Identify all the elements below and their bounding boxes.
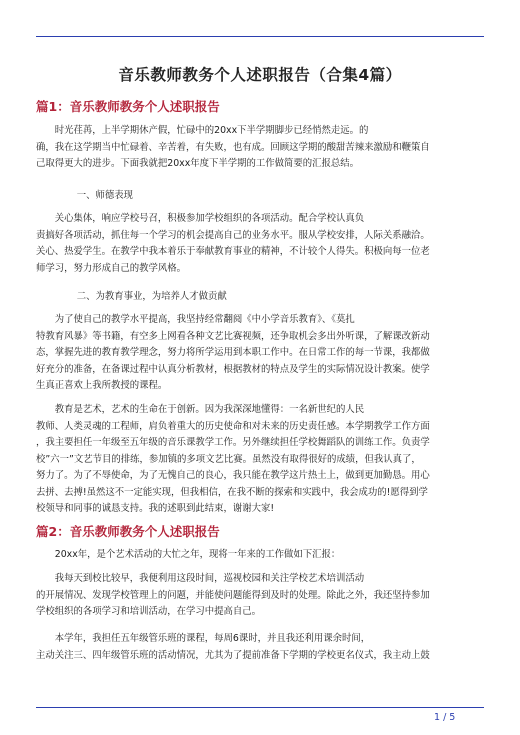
text-line: 关心、热爱学生。在教学中我本着乐于奉献教育事业的精神，不计较个人得失。积极向每一位老 [36, 246, 430, 257]
footer-rule [36, 707, 484, 708]
document-title: 音乐教师教务个人述职报告（合集4篇） [118, 66, 402, 84]
text-line: 我每天到校比较早，我便利用这段时间，巡视校园和关注学校艺术培训活动 [36, 573, 365, 584]
text-line: 确，我在这学期当中忙碌着、辛苦着，有失败，也有成。回顾这学期的酸甜苦辣来激励和鞭策自 [36, 141, 430, 153]
paragraph [36, 402, 484, 518]
sub-heading: 一、师德表现 [58, 190, 134, 201]
text-line: 校领导和同事的诚恳支持。我的述职到此结束，谢谢大家! [36, 503, 275, 514]
text-line: 校”六一”文艺节目的排练，参加镇的多项文艺比赛。虽然没有取得很好的成绩，但我认真了， [36, 453, 421, 465]
text-line: 时光荏苒，上半学期休产假，忙碌中的20xx下半学期脚步已经悄然走远。的 [36, 125, 369, 136]
paragraph [36, 547, 484, 564]
text-line: 20xx年，是个艺术活动的大忙之年，现将一年来的工作做如下汇报： [36, 549, 341, 560]
sub-heading: 二、为教育事业，为培养人才做贡献 [58, 291, 227, 302]
text-line: 本学年，我担任五年级管乐班的课程，每周6课时，并且我还利用课余时间， [36, 633, 371, 644]
text-line: 教育是艺术，艺术的生命在于创新。因为我深深地懂得：一名新世纪的人民 [36, 404, 365, 415]
text-line: 教师、人类灵魂的工程师，肩负着重大的历史使命和对未来的历史责任感。本学期教学工作方面 [36, 420, 430, 432]
paragraph [36, 571, 484, 621]
text-line: ，我主要担任一年级至五年级的音乐课教学工作。另外继续担任学校舞蹈队的训练工作。负责学 [36, 437, 430, 448]
text-line: 特教育风暴》等书籍，有空多上网看各种文艺比赛视频，还争取机会多出外听课，了解课改新动 [36, 330, 430, 342]
section-1-heading: 篇1：音乐教师教务个人述职报告 [36, 99, 220, 114]
text-line: 责搞好各项活动，抓住每一个学习的机会提高自己的业务水平。服从学校安排，人际关系融洽。 [36, 229, 430, 241]
paragraph [36, 123, 484, 173]
paragraph [36, 631, 484, 664]
section-2-heading: 篇2：音乐教师教务个人述职报告 [36, 524, 220, 539]
text-line: 态，掌握先进的教育教学理念，努力将所学运用到本职工作中。在日常工作的每一节课，我都做 [36, 347, 430, 358]
text-line: 为了使自己的教学水平提高，我坚持经常翻阅《中小学音乐教育》、《莫扎 [36, 314, 355, 325]
text-line: 去拼、去搏!虽然这不一定能实现，但我相信，在我不断的探索和实践中，我会成功的!愿得到学 [36, 486, 428, 498]
text-line: 己取得更大的进步。下面我就把20xx年度下半学期的工作做简要的汇报总结。 [36, 158, 360, 169]
text-line: 师学习，努力形成自己的教学风格。 [36, 262, 187, 274]
text-line: 的开展情况、发现学校管理上的问题，并能使问题能得到及时的处理。除此之外，我还坚持参加 [36, 589, 430, 601]
text-line: 学校组织的各项学习和培训活动，在学习中提高自己。 [36, 606, 262, 617]
page-number: 1 / 5 [434, 712, 456, 723]
text-line: 关心集体，响应学校号召，积极参加学校组织的各项活动。配合学校认真负 [36, 213, 365, 224]
paragraph [36, 211, 484, 277]
text-line: 主动关注三、四年级管乐班的活动情况，尤其为了提前准备下学期的学校更名仪式，我主动上鼓 [36, 649, 430, 661]
text-line: 生真正喜欢上我所教授的课程。 [36, 380, 168, 391]
text-line: 努力了。为了不辱使命，为了无愧自己的良心，我只能在教学这片热土上，做到更加勤恳。用心 [36, 470, 430, 481]
paragraph [36, 312, 484, 395]
text-line: 好充分的准备，在备课过程中认真分析教材，根据教材的特点及学生的实际情况设计教案。使学 [36, 363, 430, 375]
header-rule [36, 36, 484, 37]
